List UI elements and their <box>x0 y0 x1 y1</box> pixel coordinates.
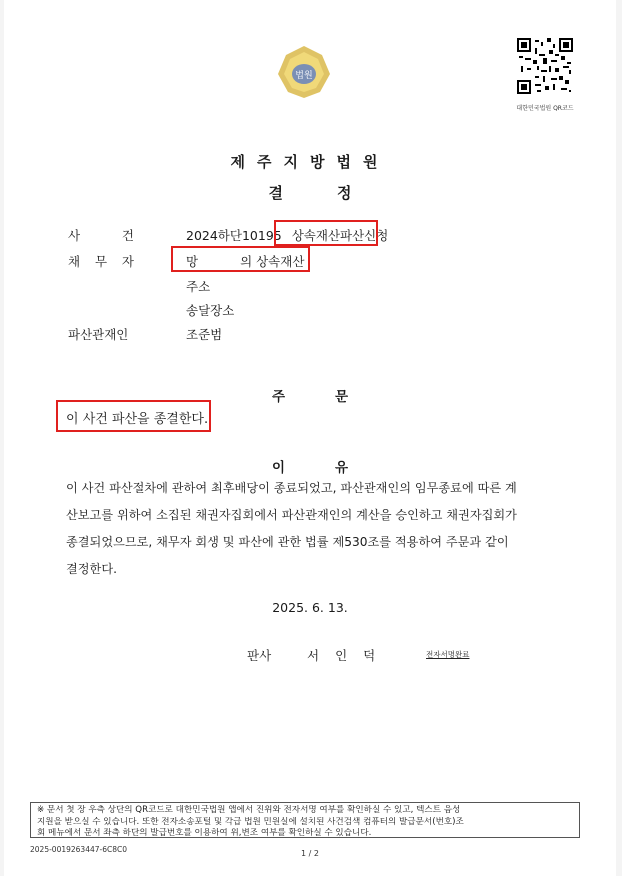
case-name: 상속재산파산신청 <box>291 228 389 243</box>
issue-number: 2025-0019263447-6C8C0 <box>30 845 128 854</box>
document-page <box>4 0 616 876</box>
case-name-highlight <box>274 220 378 246</box>
court-seal-emblem <box>276 44 332 100</box>
notice-line: ※ 문서 첫 장 우측 상단의 QR코드로 대한민국법원 앱에서 진위와 전자서명 여부를 확인하실 수 있고, 텍스트 음성 <box>37 805 461 815</box>
seal-text: 법원 <box>295 71 313 81</box>
case-number: 2024하단10195 <box>186 228 282 243</box>
e-signature-mark: 전자서명완료 <box>426 650 470 659</box>
verification-notice-box <box>30 802 580 838</box>
order-text: 이 사건 파산을 종결한다. <box>66 412 209 427</box>
debtor-highlight <box>171 246 310 272</box>
order-highlight <box>56 400 211 432</box>
service-address-label: 송달장소 <box>186 303 235 318</box>
notice-line: 회 메뉴에서 문서 좌측 하단의 발급번호를 이용하여 위,변조 여부를 확인하실 수 있습니다. <box>37 828 372 838</box>
document-title-part2: 정 <box>337 184 352 202</box>
address-label: 주소 <box>186 279 211 294</box>
order-heading: 주 문 <box>271 389 349 405</box>
court-name: 제주지방법원 <box>230 153 390 171</box>
debtor-suffix: 의 상속재산 <box>240 254 305 269</box>
judge-label: 판사 <box>247 648 272 663</box>
qr-code[interactable] <box>517 38 573 94</box>
page-number: 1 / 2 <box>301 849 319 858</box>
notice-line: 지원을 받으실 수 있습니다. 또한 전자소송포털 및 각급 법원 민원실에 설치된 사건검색 컴퓨터의 발급문서(번호)조 <box>37 816 464 827</box>
document-title <box>4 182 616 203</box>
reason-line: 결정한다. <box>66 562 117 576</box>
judge-name: 서인덕 <box>307 648 392 663</box>
decision-date: 2025. 6. 13. <box>272 600 348 615</box>
debtor-label: 채 무 자 <box>68 254 134 269</box>
reason-text <box>66 478 546 586</box>
qr-caption: 대한민국법원 QR코드 <box>516 105 574 112</box>
reason-line: 산보고를 위하여 소집된 채권자집회에서 파산관재인의 계산을 승인하고 채권자집회가 <box>66 508 517 522</box>
case-label: 사 건 <box>68 228 134 243</box>
debtor-name: 망 <box>186 254 199 269</box>
reason-heading: 이 유 <box>271 460 349 476</box>
trustee-label: 파산관재인 <box>68 327 129 342</box>
reason-line: 이 사건 파산절차에 관하여 최후배당이 종료되었고, 파산관재인의 임무종료에 따른 계 <box>66 481 517 495</box>
reason-line: 종결되었으므로, 채무자 회생 및 파산에 관한 법률 제530조를 적용하여 주문과 같이 <box>66 535 509 549</box>
document-title-part1: 결 <box>268 184 283 202</box>
trustee-name: 조준범 <box>186 327 223 342</box>
